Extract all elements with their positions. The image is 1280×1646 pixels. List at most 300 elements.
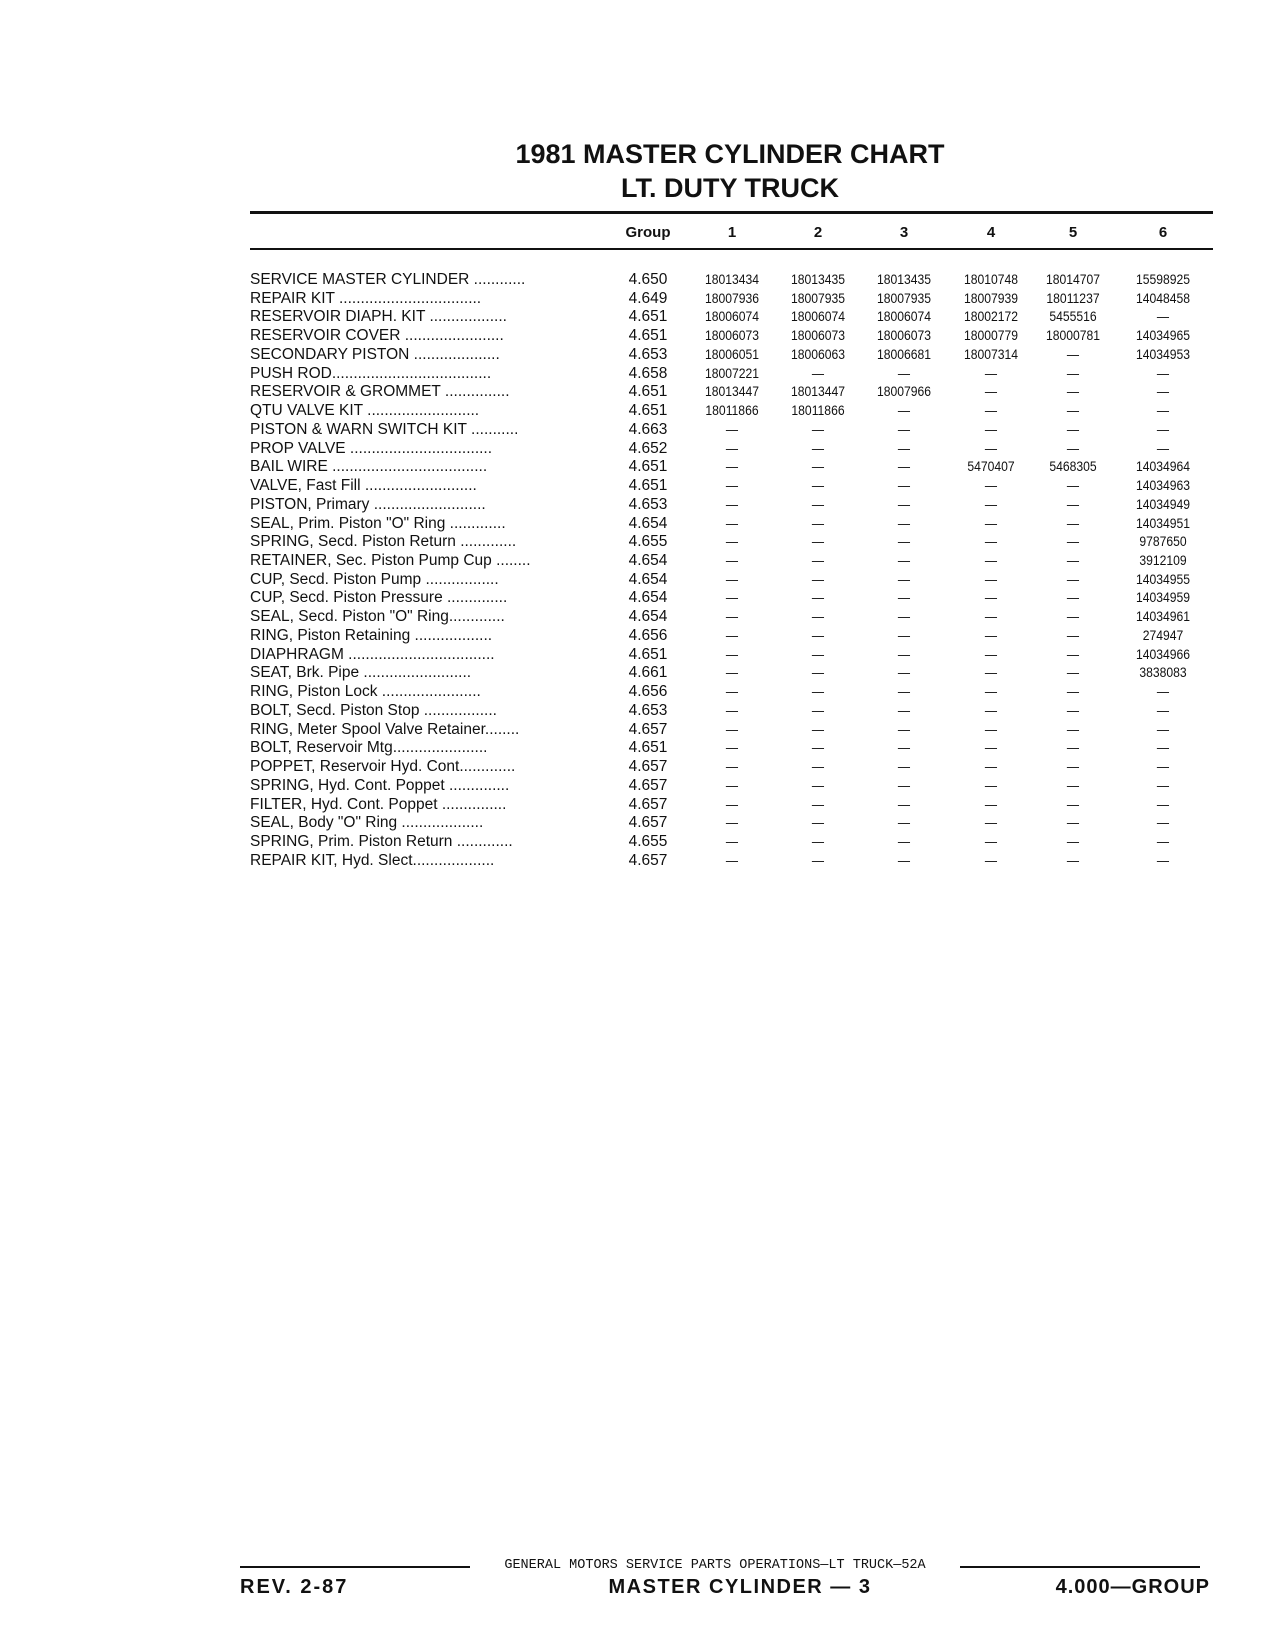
table-header — [0, 222, 1280, 244]
footer-revision: REV. 2-87 — [240, 1576, 349, 1598]
part-number-col-1: — — [725, 702, 739, 718]
part-number-col-4: — — [984, 684, 998, 700]
part-number-col-6: 14034963 — [1135, 478, 1191, 494]
part-number-col-5: 18014707 — [1045, 272, 1101, 287]
part-number-col-4: — — [984, 796, 998, 812]
part-number-col-2: — — [811, 534, 825, 550]
part-number-col-1: — — [725, 665, 739, 681]
table-row — [0, 702, 1280, 721]
table-row — [0, 515, 1280, 534]
part-number-col-3: — — [897, 515, 911, 531]
header-top-rule — [250, 211, 1213, 214]
group-number: 4.663 — [628, 420, 668, 438]
part-number-col-6: — — [1156, 365, 1170, 381]
part-number-col-2: — — [811, 496, 825, 512]
part-number-col-5: 18000781 — [1045, 328, 1101, 344]
part-number-col-4: — — [984, 721, 998, 737]
footer-group: 4.000—GROUP — [1055, 1576, 1210, 1598]
part-number-col-3: — — [897, 665, 911, 681]
part-number-col-2: — — [811, 834, 825, 850]
part-description: SPRING, Hyd. Cont. Poppet .............. — [250, 776, 510, 794]
part-number-col-4: 18002172 — [963, 309, 1019, 325]
part-number-col-4: — — [984, 777, 998, 793]
part-number-col-3: — — [897, 496, 911, 512]
part-number-col-1: 18006051 — [704, 346, 760, 362]
part-description: SECONDARY PISTON .................... — [250, 345, 500, 363]
part-number-col-1: 18006073 — [704, 328, 760, 344]
group-number: 4.653 — [628, 701, 668, 719]
group-number: 4.653 — [628, 495, 668, 513]
table-row — [0, 383, 1280, 402]
part-number-col-2: — — [811, 796, 825, 812]
part-number-col-3: — — [897, 421, 911, 437]
table-row — [0, 608, 1280, 627]
part-number-col-5: — — [1066, 721, 1080, 737]
part-number-col-1: — — [725, 852, 739, 868]
part-number-col-5: — — [1066, 478, 1080, 494]
part-number-col-2: — — [811, 627, 825, 643]
part-number-col-4: — — [984, 421, 998, 437]
part-number-col-3: — — [897, 571, 911, 587]
part-number-col-6: 3838083 — [1139, 665, 1187, 681]
part-number-col-3: 18006074 — [876, 309, 932, 325]
part-description: SPRING, Prim. Piston Return ............. — [250, 833, 513, 851]
part-number-col-4: — — [984, 384, 998, 400]
part-number-col-1: — — [725, 834, 739, 850]
footer-rule-left — [240, 1566, 470, 1568]
part-number-col-3: — — [897, 459, 911, 475]
group-number: 4.658 — [628, 364, 668, 382]
part-number-col-5: — — [1066, 534, 1080, 550]
part-number-col-6: 14034964 — [1135, 459, 1191, 475]
group-number: 4.653 — [628, 345, 668, 363]
part-number-col-3: — — [897, 590, 911, 606]
part-description: CUP, Secd. Piston Pump ................. — [250, 570, 499, 588]
group-number: 4.655 — [628, 533, 668, 551]
part-number-col-2: 18006073 — [790, 328, 846, 344]
part-number-col-5: — — [1066, 684, 1080, 700]
part-number-col-1: — — [725, 815, 739, 831]
part-description: SPRING, Secd. Piston Return ............. — [250, 533, 517, 551]
part-description: QTU VALVE KIT .......................... — [250, 402, 480, 420]
part-number-col-3: 18006073 — [876, 328, 932, 344]
table-row — [0, 421, 1280, 440]
part-number-col-3: — — [897, 777, 911, 793]
part-number-col-3: — — [897, 815, 911, 831]
group-number: 4.651 — [628, 308, 668, 326]
part-number-col-6: 14034961 — [1135, 609, 1191, 625]
part-number-col-3: — — [897, 553, 911, 569]
page-subtitle: LT. DUTY TRUCK — [621, 173, 839, 203]
column-header-1: 1 — [727, 224, 737, 241]
part-description: RING, Piston Lock ....................... — [250, 683, 481, 701]
part-number-col-4: — — [984, 553, 998, 569]
part-number-col-1: — — [725, 646, 739, 662]
part-description: REPAIR KIT ................................. — [250, 289, 482, 307]
part-number-col-6: — — [1156, 815, 1170, 831]
table-row — [0, 571, 1280, 590]
group-number: 4.651 — [628, 739, 668, 757]
part-description: RESERVOIR DIAPH. KIT .................. — [250, 308, 507, 326]
footer-publisher: GENERAL MOTORS SERVICE PARTS OPERATIONS—LT TRUCK—52A — [504, 1558, 926, 1573]
group-number: 4.651 — [628, 645, 668, 663]
part-number-col-1: — — [725, 459, 739, 475]
part-number-col-4: — — [984, 496, 998, 512]
table-row — [0, 777, 1280, 796]
group-number: 4.657 — [628, 851, 668, 869]
part-number-col-5: — — [1066, 571, 1080, 587]
table-row — [0, 627, 1280, 646]
part-number-col-3: — — [897, 759, 911, 775]
table-row — [0, 458, 1280, 477]
part-number-col-3: — — [897, 796, 911, 812]
part-description: CUP, Secd. Piston Pressure .............. — [250, 589, 508, 607]
part-number-col-1: — — [725, 684, 739, 700]
table-row — [0, 327, 1280, 346]
part-number-col-2: — — [811, 852, 825, 868]
part-number-col-6: — — [1156, 777, 1170, 793]
group-number: 4.649 — [628, 289, 668, 307]
table-row — [0, 758, 1280, 777]
part-number-col-2: 18011866 — [791, 403, 845, 419]
table-row — [0, 739, 1280, 758]
part-number-col-2: 18013447 — [790, 384, 846, 400]
part-number-col-5: — — [1066, 759, 1080, 775]
group-number: 4.657 — [628, 795, 668, 813]
part-number-col-6: 9787650 — [1139, 534, 1187, 550]
part-number-col-4: — — [984, 534, 998, 550]
part-number-col-2: — — [811, 721, 825, 737]
group-number: 4.654 — [628, 514, 668, 532]
part-number-col-5: 18011237 — [1046, 290, 1100, 306]
part-number-col-6: — — [1156, 309, 1170, 325]
part-description: POPPET, Reservoir Hyd. Cont............. — [250, 758, 516, 776]
table-row — [0, 683, 1280, 702]
table-row — [0, 814, 1280, 833]
part-number-col-3: — — [897, 740, 911, 756]
part-number-col-4: — — [984, 440, 998, 456]
group-number: 4.651 — [628, 477, 668, 495]
part-number-col-6: 14048458 — [1135, 290, 1191, 306]
part-number-col-3: 18007966 — [876, 384, 932, 400]
table-row — [0, 852, 1280, 871]
part-number-col-5: — — [1066, 515, 1080, 531]
part-number-col-4: — — [984, 740, 998, 756]
part-number-col-4: — — [984, 646, 998, 662]
table-row — [0, 290, 1280, 309]
part-description: BOLT, Reservoir Mtg...................... — [250, 739, 488, 757]
part-number-col-2: — — [811, 740, 825, 756]
part-description: PUSH ROD..................................... — [250, 364, 492, 382]
part-number-col-6: 14034955 — [1135, 571, 1191, 587]
part-description: SEAT, Brk. Pipe ......................... — [250, 664, 472, 682]
part-number-col-5: — — [1066, 384, 1080, 400]
group-number: 4.654 — [628, 552, 668, 570]
part-description: PROP VALVE ................................. — [250, 439, 493, 457]
part-number-col-6: — — [1156, 759, 1170, 775]
group-number: 4.654 — [628, 589, 668, 607]
part-number-col-6: — — [1156, 852, 1170, 868]
part-number-col-5: — — [1066, 834, 1080, 850]
part-number-col-5: — — [1066, 702, 1080, 718]
part-number-col-3: — — [897, 609, 911, 625]
footer-section-page: MASTER CYLINDER — 3 — [608, 1576, 872, 1598]
part-number-col-5: 5455516 — [1049, 309, 1097, 325]
part-number-col-6: 14034959 — [1135, 590, 1191, 606]
part-description: FILTER, Hyd. Cont. Poppet ............... — [250, 795, 507, 813]
part-number-col-1: — — [725, 553, 739, 569]
part-number-col-1: — — [725, 515, 739, 531]
column-header-4: 4 — [986, 224, 996, 241]
part-number-col-2: — — [811, 759, 825, 775]
footer-rule-line — [240, 1557, 1200, 1575]
page-title: 1981 MASTER CYLINDER CHART — [515, 139, 945, 169]
part-number-col-5: — — [1066, 777, 1080, 793]
part-number-col-4: 5470407 — [967, 459, 1015, 475]
part-number-col-5: — — [1066, 609, 1080, 625]
part-number-col-3: — — [897, 852, 911, 868]
part-number-col-3: — — [897, 440, 911, 456]
part-number-col-4: — — [984, 590, 998, 606]
part-number-col-1: 18011866 — [705, 403, 759, 419]
column-header-2: 2 — [813, 224, 823, 241]
part-number-col-2: — — [811, 702, 825, 718]
part-description: REPAIR KIT, Hyd. Slect................... — [250, 851, 495, 869]
part-number-col-4: — — [984, 665, 998, 681]
part-number-col-4: — — [984, 515, 998, 531]
table-row — [0, 589, 1280, 608]
part-number-col-5: — — [1066, 665, 1080, 681]
part-number-col-3: 18013435 — [876, 272, 932, 287]
part-number-col-3: — — [897, 721, 911, 737]
group-number: 4.651 — [628, 327, 668, 345]
part-number-col-5: — — [1066, 496, 1080, 512]
group-number: 4.654 — [628, 570, 668, 588]
part-number-col-4: — — [984, 852, 998, 868]
part-number-col-6: 14034953 — [1135, 346, 1191, 362]
part-number-col-3: — — [897, 702, 911, 718]
part-number-col-5: — — [1066, 740, 1080, 756]
part-number-col-1: — — [725, 740, 739, 756]
group-number: 4.650 — [628, 271, 668, 288]
part-number-col-1: 18006074 — [704, 309, 760, 325]
part-number-col-1: — — [725, 590, 739, 606]
table-row — [0, 477, 1280, 496]
part-number-col-1: — — [725, 777, 739, 793]
group-number: 4.657 — [628, 758, 668, 776]
part-number-col-4: 18007939 — [963, 290, 1019, 306]
part-number-col-1: — — [725, 796, 739, 812]
part-number-col-4: — — [984, 759, 998, 775]
group-number: 4.652 — [628, 439, 668, 457]
part-description: PISTON, Primary .......................... — [250, 495, 486, 513]
table-row — [0, 664, 1280, 683]
part-number-col-4: 18007314 — [963, 346, 1019, 362]
part-number-col-5: — — [1066, 346, 1080, 362]
part-number-col-1: 18007936 — [704, 290, 760, 306]
part-number-col-4: — — [984, 627, 998, 643]
part-number-col-5: — — [1066, 590, 1080, 606]
column-header-5: 5 — [1068, 224, 1078, 241]
part-number-col-3: — — [897, 834, 911, 850]
table-row — [0, 646, 1280, 665]
part-number-col-1: 18013447 — [704, 384, 760, 400]
part-number-col-3: — — [897, 478, 911, 494]
group-number: 4.655 — [628, 833, 668, 851]
table-row — [0, 533, 1280, 552]
part-number-col-6: 15598925 — [1135, 272, 1191, 287]
group-number: 4.651 — [628, 383, 668, 401]
part-description: BOLT, Secd. Piston Stop ................. — [250, 701, 497, 719]
part-number-col-5: — — [1066, 553, 1080, 569]
table-row — [0, 365, 1280, 384]
part-number-col-6: — — [1156, 834, 1170, 850]
part-number-col-1: — — [725, 609, 739, 625]
part-number-col-5: — — [1066, 421, 1080, 437]
part-number-col-6: — — [1156, 740, 1170, 756]
part-number-col-4: — — [984, 834, 998, 850]
part-number-col-6: 274947 — [1142, 627, 1184, 643]
part-description: PISTON & WARN SWITCH KIT ........... — [250, 420, 519, 438]
part-number-col-6: 14034949 — [1135, 496, 1191, 512]
header-bottom-rule — [250, 248, 1213, 250]
part-number-col-3: — — [897, 646, 911, 662]
part-number-col-1: — — [725, 440, 739, 456]
part-number-col-2: — — [811, 665, 825, 681]
part-description: BAIL WIRE .................................... — [250, 458, 488, 476]
part-number-col-6: — — [1156, 384, 1170, 400]
column-header-group: Group — [625, 224, 671, 241]
part-number-col-2: — — [811, 440, 825, 456]
column-header-6: 6 — [1158, 224, 1168, 241]
table-row — [0, 833, 1280, 852]
part-number-col-6: 14034966 — [1135, 646, 1191, 662]
part-number-col-6: — — [1156, 440, 1170, 456]
part-description: RESERVOIR & GROMMET ............... — [250, 383, 510, 401]
part-number-col-3: — — [897, 627, 911, 643]
table-row — [0, 440, 1280, 459]
part-number-col-1: 18007221 — [704, 365, 760, 381]
part-number-col-2: — — [811, 571, 825, 587]
part-number-col-1: — — [725, 534, 739, 550]
part-number-col-5: — — [1066, 646, 1080, 662]
part-description: RESERVOIR COVER ....................... — [250, 327, 504, 345]
part-number-col-1: — — [725, 496, 739, 512]
part-number-col-1: — — [725, 627, 739, 643]
part-number-col-2: 18013435 — [790, 272, 846, 287]
part-number-col-1: — — [725, 759, 739, 775]
part-number-col-2: — — [811, 815, 825, 831]
table-row — [0, 308, 1280, 327]
part-number-col-2: — — [811, 684, 825, 700]
part-description: RING, Meter Spool Valve Retainer........ — [250, 720, 520, 738]
group-number: 4.654 — [628, 608, 668, 626]
column-header-3: 3 — [899, 224, 909, 241]
part-number-col-2: — — [811, 421, 825, 437]
part-description: SEAL, Secd. Piston "O" Ring............. — [250, 608, 505, 626]
part-number-col-4: — — [984, 702, 998, 718]
table-row — [0, 402, 1280, 421]
part-number-col-2: — — [811, 553, 825, 569]
part-number-col-3: — — [897, 365, 911, 381]
part-number-col-6: — — [1156, 702, 1170, 718]
part-number-col-4: — — [984, 571, 998, 587]
group-number: 4.661 — [628, 664, 668, 682]
part-number-col-3: 18007935 — [876, 290, 932, 306]
table-row — [0, 346, 1280, 365]
part-number-col-2: 18007935 — [790, 290, 846, 306]
table-row — [0, 721, 1280, 740]
part-number-col-6: — — [1156, 403, 1170, 419]
table-row — [0, 552, 1280, 571]
part-description: SEAL, Prim. Piston "O" Ring ............. — [250, 514, 506, 532]
part-number-col-3: — — [897, 684, 911, 700]
part-description: SEAL, Body "O" Ring ................... — [250, 814, 484, 832]
part-description: RING, Piston Retaining .................. — [250, 626, 493, 644]
part-number-col-2: — — [811, 365, 825, 381]
group-number: 4.651 — [628, 458, 668, 476]
part-number-col-1: 18013434 — [704, 272, 760, 287]
part-number-col-6: 3912109 — [1139, 553, 1187, 569]
part-number-col-5: — — [1066, 403, 1080, 419]
part-number-col-6: 14034965 — [1135, 328, 1191, 344]
part-number-col-1: — — [725, 571, 739, 587]
part-number-col-2: — — [811, 515, 825, 531]
footer-rule-right — [960, 1566, 1200, 1568]
part-number-col-5: — — [1066, 365, 1080, 381]
part-number-col-4: — — [984, 609, 998, 625]
part-number-col-4: — — [984, 478, 998, 494]
part-description: DIAPHRAGM .................................. — [250, 645, 495, 663]
part-number-col-2: — — [811, 646, 825, 662]
part-number-col-4: 18010748 — [963, 272, 1019, 287]
part-number-col-1: — — [725, 478, 739, 494]
part-number-col-3: 18006681 — [876, 346, 932, 362]
part-number-col-2: — — [811, 478, 825, 494]
part-number-col-5: 5468305 — [1049, 459, 1097, 475]
part-description: RETAINER, Sec. Piston Pump Cup ........ — [250, 552, 531, 570]
group-number: 4.657 — [628, 814, 668, 832]
group-number: 4.656 — [628, 626, 668, 644]
part-number-col-3: — — [897, 534, 911, 550]
part-number-col-4: — — [984, 815, 998, 831]
part-description: SERVICE MASTER CYLINDER ............ — [250, 271, 526, 288]
part-number-col-5: — — [1066, 815, 1080, 831]
part-number-col-2: — — [811, 777, 825, 793]
part-number-col-4: — — [984, 365, 998, 381]
part-number-col-3: — — [897, 403, 911, 419]
part-number-col-6: — — [1156, 796, 1170, 812]
group-number: 4.656 — [628, 683, 668, 701]
part-number-col-4: 18000779 — [963, 328, 1019, 344]
part-number-col-2: — — [811, 459, 825, 475]
group-number: 4.657 — [628, 720, 668, 738]
part-number-col-5: — — [1066, 440, 1080, 456]
part-number-col-4: — — [984, 403, 998, 419]
part-number-col-2: — — [811, 609, 825, 625]
part-number-col-1: — — [725, 721, 739, 737]
part-number-col-6: — — [1156, 421, 1170, 437]
parts-table — [0, 271, 1280, 871]
part-number-col-2: 18006074 — [790, 309, 846, 325]
table-row — [0, 271, 1280, 290]
part-number-col-5: — — [1066, 627, 1080, 643]
part-number-col-6: — — [1156, 721, 1170, 737]
group-number: 4.651 — [628, 402, 668, 420]
part-description: VALVE, Fast Fill .......................... — [250, 477, 477, 495]
group-number: 4.657 — [628, 776, 668, 794]
part-number-col-5: — — [1066, 796, 1080, 812]
